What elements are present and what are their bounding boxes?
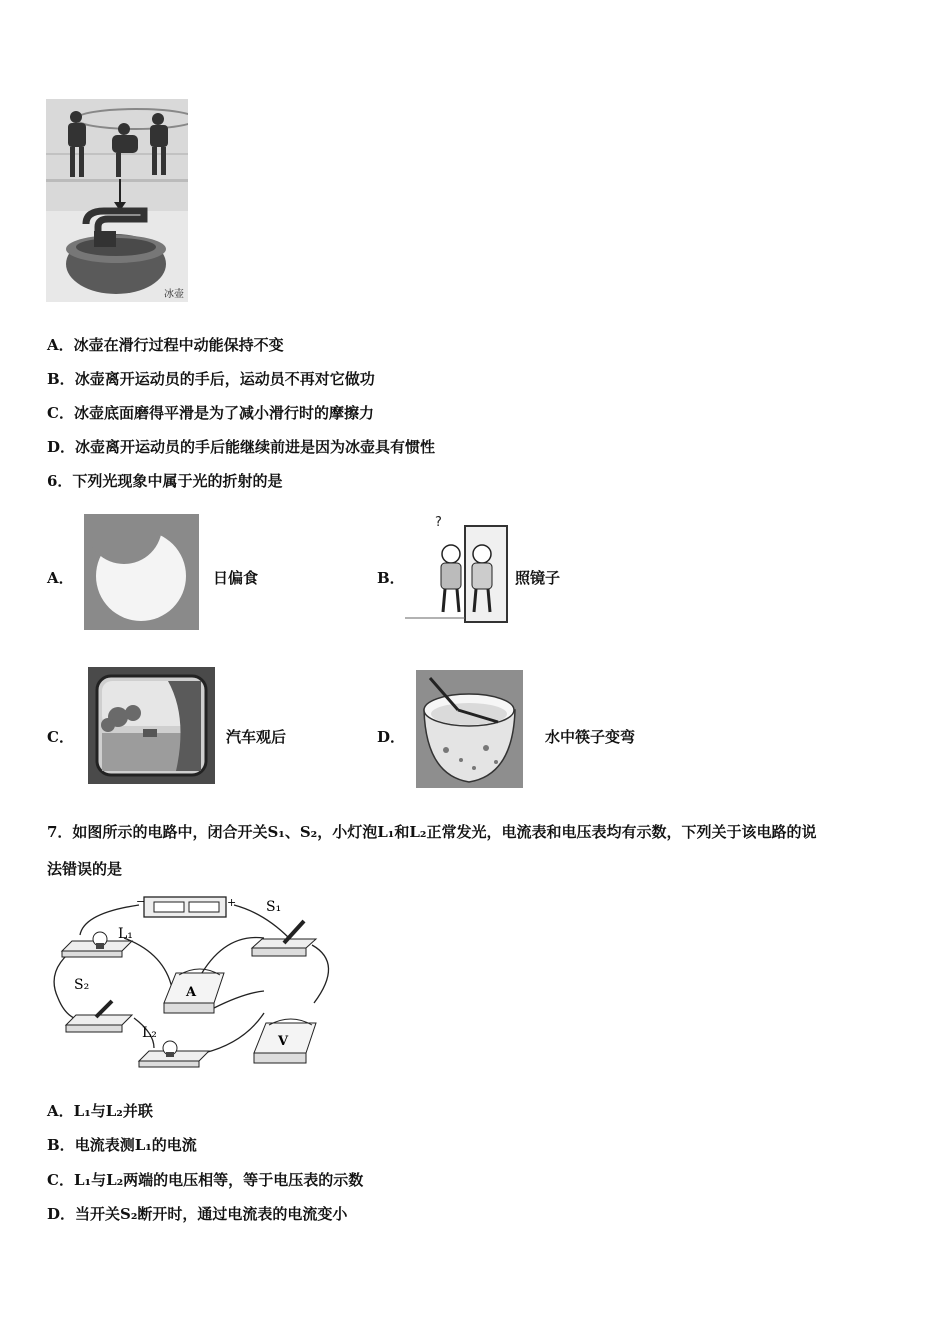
mirror-image [405, 512, 510, 624]
q7-stem-line2: 法错误的是 [47, 860, 123, 878]
ammeter-label: A [186, 985, 197, 1000]
rearview-mirror-image [88, 667, 215, 784]
q6-stem: 6．下列光现象中属于光的折射的是 [47, 472, 283, 490]
l2-label: L₂ [142, 1025, 157, 1041]
q6-option-b-letter: B． [377, 569, 405, 587]
q7-stem-line1: 7．如图所示的电路中，闭合开关S₁、S₂，小灯泡L₁和L₂正常发光，电流表和电压表均有示数，下列关于该电路的说 [47, 823, 817, 841]
chopsticks-in-water-image [416, 670, 523, 788]
circuit-diagram [44, 893, 336, 1073]
q5-option-b: B．冰壶离开运动员的手后，运动员不再对它做功 [47, 370, 375, 388]
q6-option-a-label: 日偏食 [213, 569, 259, 587]
voltmeter-label: V [278, 1034, 289, 1049]
battery-minus: − [136, 895, 146, 908]
s2-label: S₂ [74, 977, 90, 993]
q6-option-a-letter: A． [47, 569, 74, 587]
q5-option-a: A．冰壶在滑行过程中动能保持不变 [47, 336, 284, 354]
q6-option-b-label: 照镜子 [515, 569, 561, 587]
s1-label: S₁ [266, 899, 282, 915]
curling-photo [46, 99, 188, 302]
l1-label: L₁ [118, 926, 133, 942]
q7-option-d: D．当开关S₂断开时，通过电流表的电流变小 [47, 1205, 348, 1223]
svg-text:?: ? [435, 515, 442, 530]
battery-plus: + [227, 896, 237, 909]
curling-caption: 冰壶 [164, 289, 184, 300]
q7-option-c: C．L₁与L₂两端的电压相等，等于电压表的示数 [47, 1171, 364, 1189]
q5-option-d: D．冰壶离开运动员的手后能继续前进是因为冰壶具有惯性 [47, 438, 436, 456]
q6-option-c-letter: C． [47, 728, 74, 746]
q6-option-d-letter: D． [377, 728, 406, 746]
q7-option-b: B．电流表测L₁的电流 [47, 1136, 197, 1154]
eclipse-image [84, 514, 199, 630]
q5-option-c: C．冰壶底面磨得平滑是为了减小滑行时的摩擦力 [47, 404, 374, 422]
q6-option-d-label: 水中筷子变弯 [545, 728, 636, 746]
q7-option-a: A．L₁与L₂并联 [47, 1102, 153, 1120]
q6-option-c-label: 汽车观后 [226, 728, 287, 746]
